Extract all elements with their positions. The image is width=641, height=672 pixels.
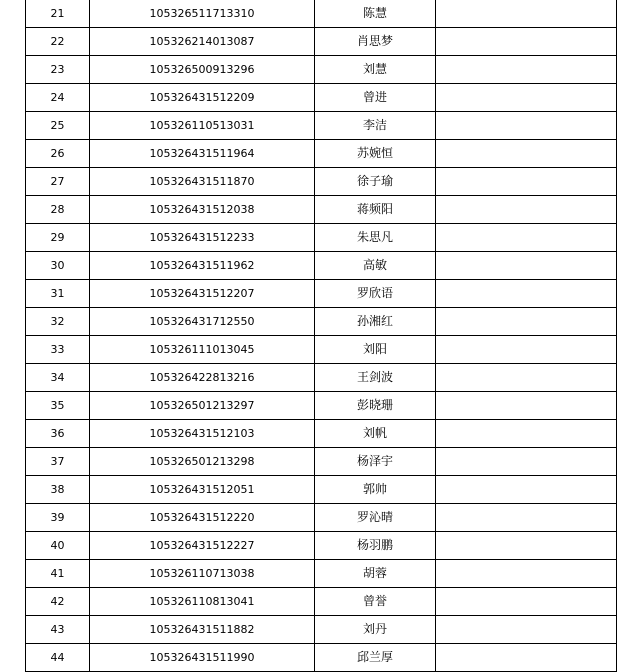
- student-name: 刘慧: [315, 56, 436, 84]
- row-number: 38: [26, 476, 90, 504]
- row-number: 37: [26, 448, 90, 476]
- table-row: [26, 392, 617, 420]
- student-name: 彭晓珊: [315, 392, 436, 420]
- student-name: 罗欣语: [315, 280, 436, 308]
- table-row: [26, 476, 617, 504]
- note-cell: [436, 364, 617, 392]
- student-name: 高敏: [315, 252, 436, 280]
- exam-id: 105326214013087: [90, 28, 315, 56]
- student-name: 朱思凡: [315, 224, 436, 252]
- table-row: [26, 224, 617, 252]
- note-cell: [436, 280, 617, 308]
- table-row: [26, 112, 617, 140]
- table-row: [26, 168, 617, 196]
- row-number: 28: [26, 196, 90, 224]
- note-cell: [436, 252, 617, 280]
- row-number: 39: [26, 504, 90, 532]
- roster-table: [25, 0, 617, 672]
- exam-id: 105326110713038: [90, 560, 315, 588]
- note-cell: [436, 196, 617, 224]
- row-number: 40: [26, 532, 90, 560]
- note-cell: [436, 476, 617, 504]
- exam-id: 105326431512051: [90, 476, 315, 504]
- table-row: [26, 560, 617, 588]
- row-number: 21: [26, 0, 90, 28]
- student-name: 刘阳: [315, 336, 436, 364]
- row-number: 32: [26, 308, 90, 336]
- row-number: 24: [26, 84, 90, 112]
- student-name: 蒋频阳: [315, 196, 436, 224]
- student-name: 刘丹: [315, 616, 436, 644]
- table-row: [26, 364, 617, 392]
- exam-id: 105326431511870: [90, 168, 315, 196]
- row-number: 43: [26, 616, 90, 644]
- exam-id: 105326431512220: [90, 504, 315, 532]
- student-name: 杨羽鹏: [315, 532, 436, 560]
- note-cell: [436, 224, 617, 252]
- student-name: 李洁: [315, 112, 436, 140]
- row-number: 29: [26, 224, 90, 252]
- exam-id: 105326431512038: [90, 196, 315, 224]
- student-name: 孙湘红: [315, 308, 436, 336]
- exam-id: 105326501213298: [90, 448, 315, 476]
- table-row: [26, 0, 617, 28]
- row-number: 42: [26, 588, 90, 616]
- table-row: [26, 532, 617, 560]
- note-cell: [436, 616, 617, 644]
- table-row: [26, 28, 617, 56]
- roster-body: [26, 0, 617, 672]
- table-row: [26, 448, 617, 476]
- note-cell: [436, 560, 617, 588]
- table-row: [26, 504, 617, 532]
- table-row: [26, 420, 617, 448]
- row-number: 27: [26, 168, 90, 196]
- note-cell: [436, 28, 617, 56]
- exam-id: 105326431512233: [90, 224, 315, 252]
- row-number: 33: [26, 336, 90, 364]
- exam-id: 105326431512103: [90, 420, 315, 448]
- exam-id: 105326431511964: [90, 140, 315, 168]
- student-name: 刘帆: [315, 420, 436, 448]
- row-number: 36: [26, 420, 90, 448]
- exam-id: 105326431712550: [90, 308, 315, 336]
- exam-id: 105326110513031: [90, 112, 315, 140]
- note-cell: [436, 420, 617, 448]
- note-cell: [436, 532, 617, 560]
- student-name: 郭帅: [315, 476, 436, 504]
- note-cell: [436, 0, 617, 28]
- student-name: 曾进: [315, 84, 436, 112]
- exam-id: 105326422813216: [90, 364, 315, 392]
- note-cell: [436, 644, 617, 672]
- row-number: 30: [26, 252, 90, 280]
- student-name: 王剑波: [315, 364, 436, 392]
- note-cell: [436, 308, 617, 336]
- student-name: 苏婉恒: [315, 140, 436, 168]
- student-name: 杨泽宇: [315, 448, 436, 476]
- student-name: 邱兰厚: [315, 644, 436, 672]
- table-row: [26, 308, 617, 336]
- student-name: 徐子瑜: [315, 168, 436, 196]
- row-number: 23: [26, 56, 90, 84]
- exam-id: 105326110813041: [90, 588, 315, 616]
- student-name: 胡蓉: [315, 560, 436, 588]
- table-row: [26, 336, 617, 364]
- note-cell: [436, 336, 617, 364]
- row-number: 31: [26, 280, 90, 308]
- exam-id: 105326431512227: [90, 532, 315, 560]
- note-cell: [436, 392, 617, 420]
- row-number: 35: [26, 392, 90, 420]
- row-number: 44: [26, 644, 90, 672]
- exam-id: 105326511713310: [90, 0, 315, 28]
- note-cell: [436, 588, 617, 616]
- table-row: [26, 140, 617, 168]
- exam-id: 105326500913296: [90, 56, 315, 84]
- row-number: 26: [26, 140, 90, 168]
- table-row: [26, 56, 617, 84]
- note-cell: [436, 56, 617, 84]
- note-cell: [436, 504, 617, 532]
- student-name: 曾誉: [315, 588, 436, 616]
- note-cell: [436, 168, 617, 196]
- student-name: 肖思梦: [315, 28, 436, 56]
- student-name: 陈慧: [315, 0, 436, 28]
- exam-id: 105326111013045: [90, 336, 315, 364]
- note-cell: [436, 140, 617, 168]
- row-number: 25: [26, 112, 90, 140]
- note-cell: [436, 448, 617, 476]
- table-row: [26, 588, 617, 616]
- table-row: [26, 280, 617, 308]
- exam-id: 105326431512209: [90, 84, 315, 112]
- row-number: 41: [26, 560, 90, 588]
- exam-id: 105326431511990: [90, 644, 315, 672]
- table-row: [26, 84, 617, 112]
- note-cell: [436, 112, 617, 140]
- exam-id: 105326431511962: [90, 252, 315, 280]
- exam-id: 105326431511882: [90, 616, 315, 644]
- table-row: [26, 616, 617, 644]
- student-name: 罗沁晴: [315, 504, 436, 532]
- exam-id: 105326501213297: [90, 392, 315, 420]
- exam-id: 105326431512207: [90, 280, 315, 308]
- table-row: [26, 644, 617, 672]
- note-cell: [436, 84, 617, 112]
- table-row: [26, 196, 617, 224]
- row-number: 34: [26, 364, 90, 392]
- table-row: [26, 252, 617, 280]
- row-number: 22: [26, 28, 90, 56]
